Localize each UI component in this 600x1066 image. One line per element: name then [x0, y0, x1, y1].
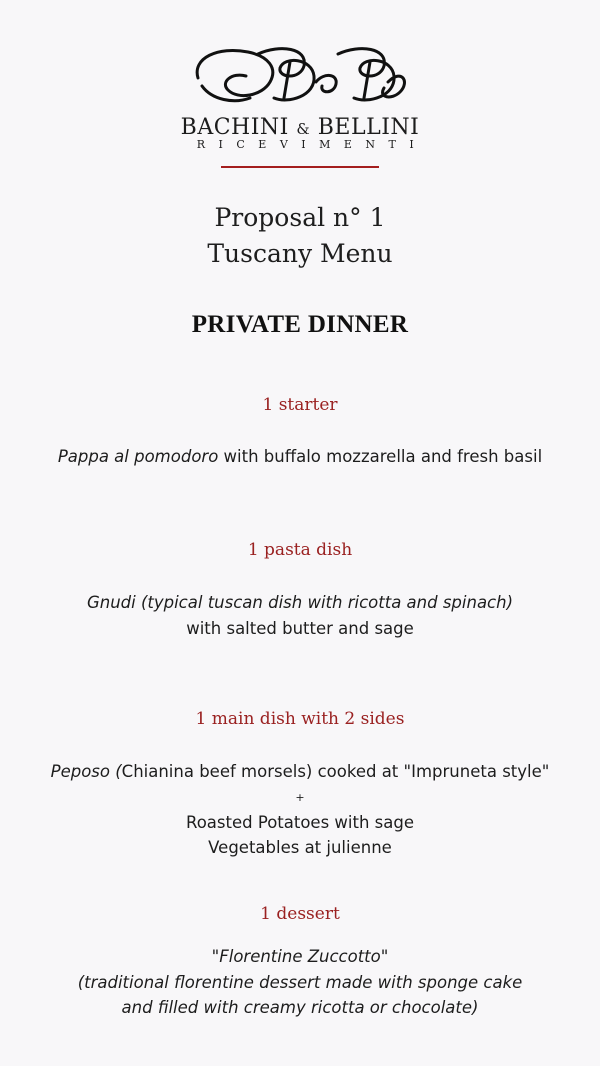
brand-name: BACHINI & BELLINI — [180, 115, 420, 140]
side-dish: Roasted Potatoes with sage — [185, 812, 415, 832]
section-title-pasta: 1 pasta dish — [247, 540, 353, 560]
dish-name: Peposo ( — [50, 762, 122, 781]
dish-description: with buffalo mozzarella and fresh basil — [218, 447, 543, 466]
plus-separator: + — [295, 790, 305, 804]
dish-description: Chianina beef morsels) cooked at "Impruneta style" — [121, 762, 550, 781]
event-title: PRIVATE DINNER — [191, 311, 409, 338]
dish-description: (traditional florentine dessert made with sponge cake — [77, 972, 523, 992]
header-divider — [221, 166, 379, 168]
brand-subtitle: RICEVIMENTI — [196, 138, 428, 151]
dish-name: Pappa al pomodoro — [57, 447, 219, 466]
dish-description: with salted butter and sage — [186, 618, 414, 638]
dish-description: and filled with creamy ricotta or chocolate) — [121, 998, 479, 1017]
side-dish: Vegetables at julienne — [208, 838, 392, 857]
bb-monogram-logo — [188, 38, 412, 112]
proposal-number: Proposal n° 1 — [214, 203, 386, 232]
section-title-starter: 1 starter — [262, 395, 338, 415]
menu-name: Tuscany Menu — [207, 239, 393, 268]
section-title-dessert: 1 dessert — [260, 904, 340, 924]
proposal-heading — [0, 200, 600, 272]
dish-pasta — [0, 590, 600, 641]
dish-main — [0, 759, 600, 861]
section-title-main: 1 main dish with 2 sides — [195, 709, 405, 729]
dish-name: "Florentine Zuccotto" — [211, 947, 389, 966]
dish-name: Gnudi (typical tuscan dish with ricotta and spinach) — [86, 593, 514, 612]
dish-dessert — [0, 944, 600, 1021]
dish-starter — [0, 444, 600, 470]
